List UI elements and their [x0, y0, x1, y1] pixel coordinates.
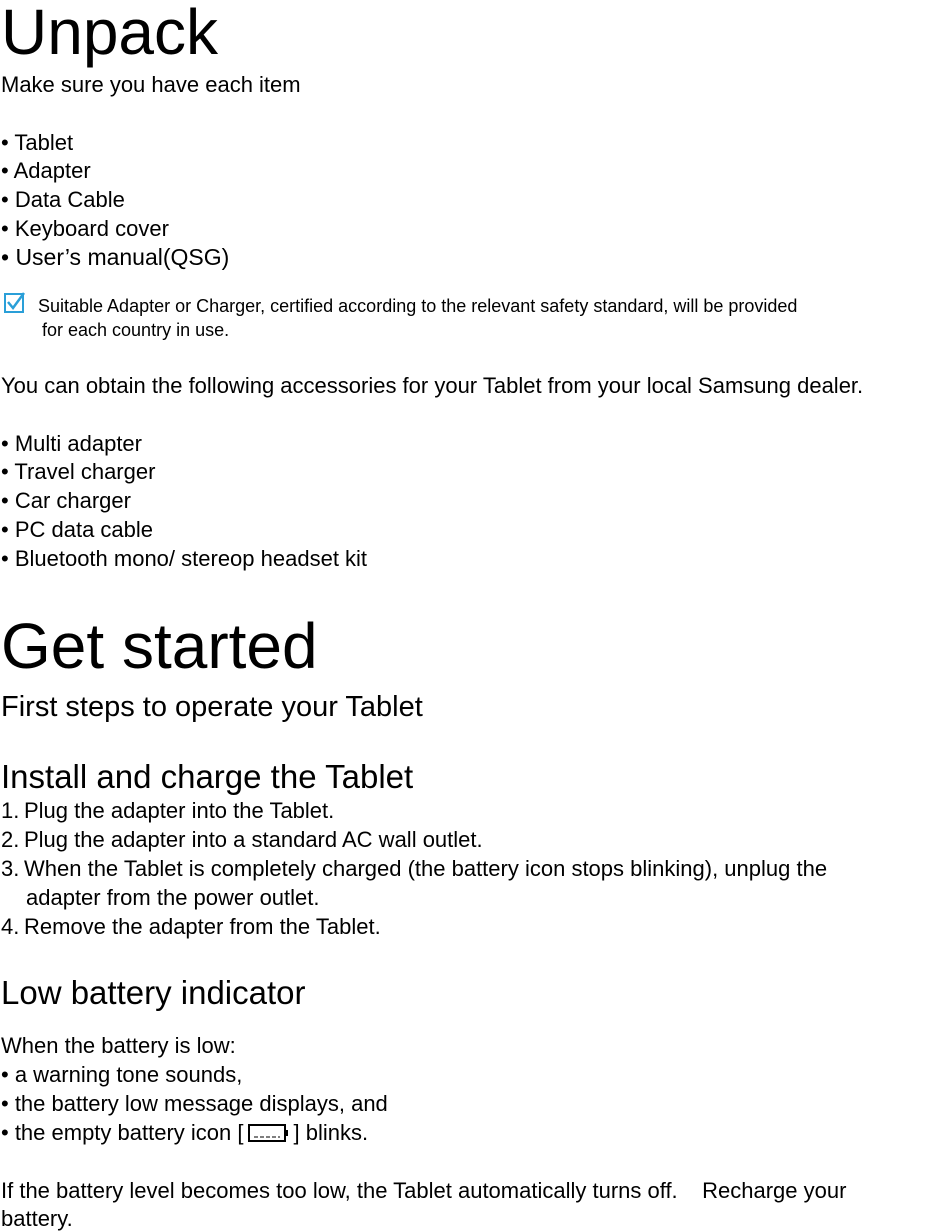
unpack-item: • Adapter	[1, 158, 91, 183]
get-started-title: Get started	[1, 610, 318, 682]
accessory-item: • Multi adapter	[1, 431, 142, 456]
step-text: Plug the adapter into a standard AC wall outlet.	[24, 827, 483, 852]
unpack-subtitle: Make sure you have each item	[1, 72, 301, 97]
step-text: Plug the adapter into the Tablet.	[24, 798, 335, 823]
step-number: 2.	[1, 827, 20, 852]
install-step	[1, 858, 827, 880]
charger-note-line2: for each country in use.	[42, 320, 230, 340]
low-battery-item: • the battery low message displays, and	[1, 1091, 388, 1116]
step-text: Remove the adapter from the Tablet.	[24, 914, 381, 939]
unpack-title: Unpack	[1, 0, 218, 68]
low-battery-outro-line2: battery.	[1, 1206, 73, 1231]
icon-suffix-text: ] blinks.	[293, 1120, 369, 1145]
install-step	[1, 916, 381, 938]
unpack-item: • Tablet	[1, 130, 74, 155]
install-step	[1, 800, 334, 822]
icon-prefix-text: • the empty battery icon [	[1, 1120, 244, 1145]
install-title: Install and charge the Tablet	[1, 758, 414, 795]
install-step	[1, 829, 483, 851]
unpack-item: • Data Cable	[1, 187, 125, 212]
empty-battery-icon	[247, 1123, 289, 1143]
accessory-item: • Car charger	[1, 488, 131, 513]
step-number: 3.	[1, 856, 20, 881]
step-text: When the Tablet is completely charged (the battery icon stops blinking), unplug the	[24, 856, 828, 881]
accessory-item: • Travel charger	[1, 459, 156, 484]
unpack-item: • User’s manual(QSG)	[1, 244, 230, 270]
accessories-intro: You can obtain the following accessories for your Tablet from your local Samsung dealer.	[1, 373, 864, 398]
get-started-subtitle: First steps to operate your Tablet	[1, 691, 423, 723]
low-battery-outro-line1: If the battery level becomes too low, the Tablet automatically turns off. Recharge your	[1, 1178, 847, 1203]
low-battery-item: • a warning tone sounds,	[1, 1062, 243, 1087]
step-number: 1.	[1, 798, 20, 823]
low-battery-item	[1, 1122, 368, 1144]
unpack-item: • Keyboard cover	[1, 216, 169, 241]
accessory-item: • PC data cable	[1, 517, 154, 542]
check-icon	[4, 291, 26, 313]
step-text-continued: adapter from the power outlet.	[26, 885, 320, 910]
accessory-item: • Bluetooth mono/ stereop headset kit	[1, 546, 368, 571]
low-battery-title: Low battery indicator	[1, 974, 306, 1011]
charger-note-line1: Suitable Adapter or Charger, certified according to the relevant safety standard, will be provided	[38, 296, 798, 316]
step-number: 4.	[1, 914, 20, 939]
low-battery-intro: When the battery is low:	[1, 1033, 236, 1058]
